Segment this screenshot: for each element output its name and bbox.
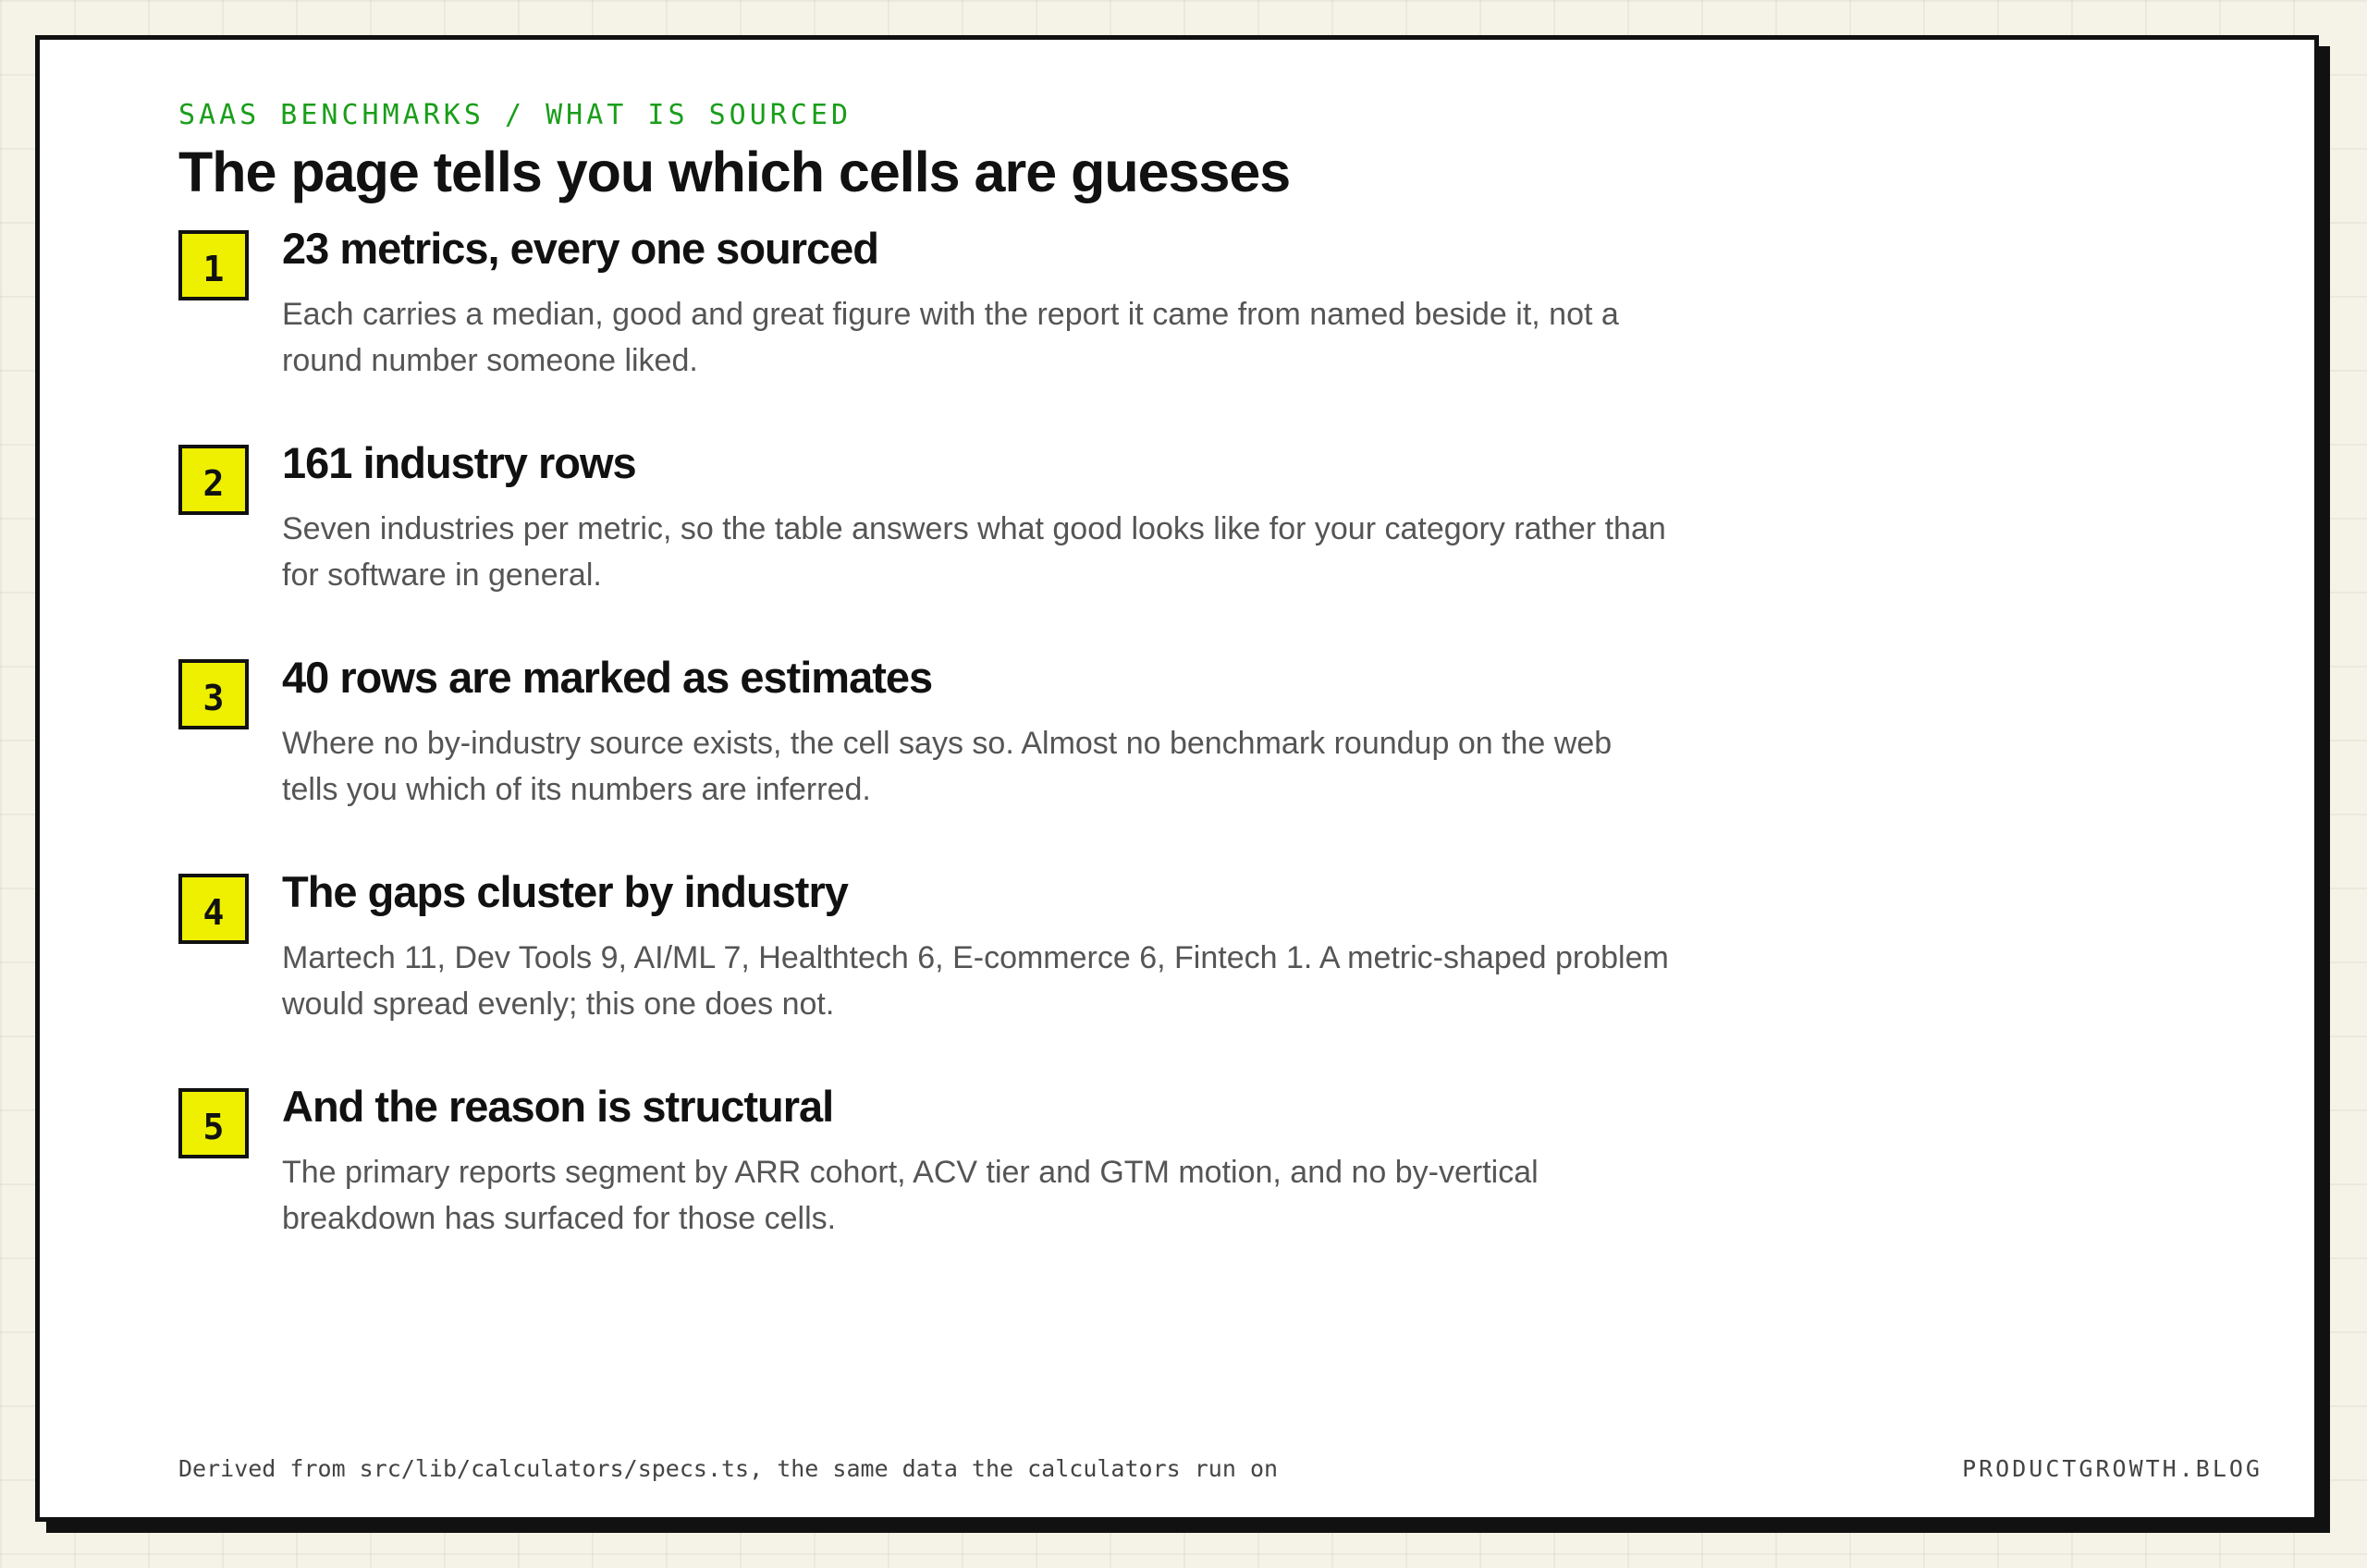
item-number-badge: 4: [178, 874, 249, 944]
item-title: 161 industry rows: [282, 438, 636, 487]
item-title: 40 rows are marked as estimates: [282, 653, 933, 702]
item-description: The primary reports segment by ARR cohort, ACV tier and GTM motion, and no by-vertical breakdown has surfaced for those cells.: [282, 1155, 1539, 1236]
item-description: Martech 11, Dev Tools 9, AI/ML 7, Healthtech 6, E-commerce 6, Fintech 1. A metric-shaped problem would spread evenly; this one does not.: [282, 940, 1669, 1022]
item-number-badge: 1: [178, 230, 249, 300]
item-title: And the reason is structural: [282, 1082, 834, 1131]
item-number-badge: 2: [178, 445, 249, 515]
item-description: Seven industries per metric, so the table answers what good looks like for your category rather than for software in general.: [282, 511, 1666, 593]
item-number-badge: 3: [178, 659, 249, 729]
source-note: Derived from src/lib/calculators/specs.ts, the same data the calculators run on: [178, 1455, 1279, 1482]
item-description: Each carries a median, good and great figure with the report it came from named beside it, not a round number someone liked.: [282, 297, 1619, 378]
item-number-badge: 5: [178, 1088, 249, 1158]
item-title: 23 metrics, every one sourced: [282, 224, 879, 273]
content-card: [35, 35, 2319, 1522]
page-title: The page tells you which cells are guesses: [178, 141, 1291, 203]
item-title: The gaps cluster by industry: [282, 867, 848, 916]
item-description: Where no by-industry source exists, the cell says so. Almost no benchmark roundup on the web tells you which of its numbers are inferred.: [282, 726, 1613, 807]
brand-label: PRODUCTGROWTH.BLOG: [1962, 1455, 2263, 1482]
eyebrow-label: SAAS BENCHMARKS / WHAT IS SOURCED: [178, 99, 852, 131]
